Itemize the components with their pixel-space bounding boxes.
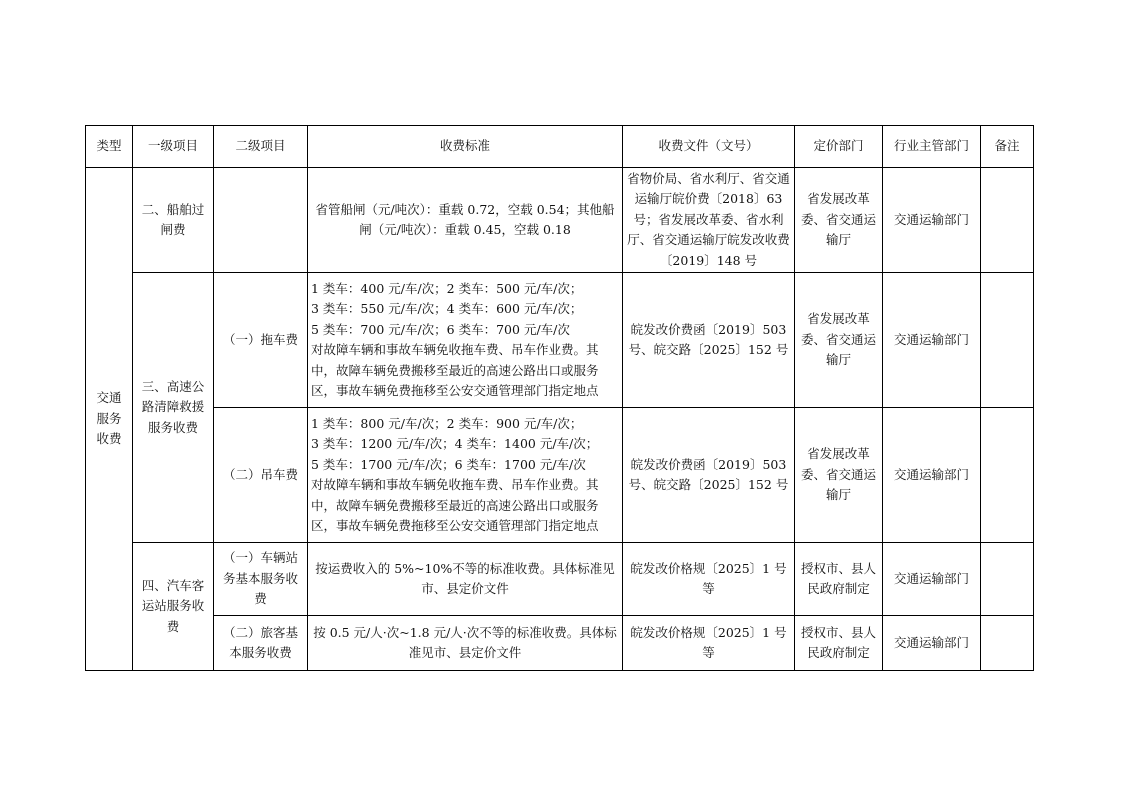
remarks-cell [981,273,1034,408]
standard-line: 1 类车：800 元/车/次；2 类车：900 元/车/次； [311,415,583,431]
level2-cell: （一）拖车费 [214,273,308,408]
level1-cell: 三、高速公路清障救援服务收费 [133,273,214,543]
type-cell: 交通服务收费 [86,168,133,671]
document-cell: 皖发改价费函〔2019〕503号、皖交路〔2025〕152 号 [623,408,795,543]
header-industry-dept: 行业主管部门 [883,126,981,168]
standard-cell: 按运费收入的 5%~10%不等的标准收费。具体标准见市、县定价文件 [308,543,623,616]
level2-cell: （一）车辆站务基本服务收费 [214,543,308,616]
standard-line: 对故障车辆和事故车辆免收拖车费、吊车作业费。其中，故障车辆免费搬移至最近的高速公路出口或服务区，事故车辆免费拖移至公安交通管理部门指定地点 [311,477,599,533]
table-row-passenger [86,616,1034,671]
table-row-vehicle-station [86,543,1034,616]
level2-cell: （二）旅客基本服务收费 [214,616,308,671]
level2-cell [214,168,308,273]
document-cell: 皖发改价格规〔2025〕1 号等 [623,543,795,616]
pricing-dept-cell: 授权市、县人民政府制定 [795,616,883,671]
standard-line: 3 类车：1200 元/车/次；4 类车：1400 元/车/次； [311,436,599,451]
standard-line: 5 类车：1700 元/车/次；6 类车：1700 元/车/次 [311,456,586,472]
level2-cell: （二）吊车费 [214,408,308,543]
industry-dept-cell: 交通运输部门 [883,408,981,543]
pricing-dept-cell: 省发展改革委、省交通运输厅 [795,168,883,273]
document-cell: 省物价局、省水利厅、省交通运输厅皖价费〔2018〕63号；省发展改革委、省水利厅、省交通运输厅皖发改收费〔2019〕148 号 [623,168,795,273]
header-row [86,126,1034,168]
industry-dept-cell: 交通运输部门 [883,616,981,671]
header-type: 类型 [86,126,133,168]
header-remarks: 备注 [981,126,1034,168]
table-row-ship-lock [86,168,1034,273]
standard-cell [308,273,623,408]
pricing-dept-cell: 省发展改革委、省交通运输厅 [795,408,883,543]
remarks-cell [981,543,1034,616]
level1-cell: 二、船舶过闸费 [133,168,214,273]
header-level1: 一级项目 [133,126,214,168]
level1-cell: 四、汽车客运站服务收费 [133,543,214,671]
header-level2: 二级项目 [214,126,308,168]
table-row-crane [86,408,1034,543]
remarks-cell [981,168,1034,273]
standard-line: 3 类车：550 元/车/次；4 类车：600 元/车/次； [311,301,583,316]
pricing-dept-cell: 省发展改革委、省交通运输厅 [795,273,883,408]
standard-cell: 按 0.5 元/人·次~1.8 元/人·次不等的标准收费。具体标准见市、县定价文件 [308,616,623,671]
document-cell: 皖发改价格规〔2025〕1 号等 [623,616,795,671]
header-pricing-dept: 定价部门 [795,126,883,168]
standard-cell: 省管船闸（元/吨次）：重载 0.72，空载 0.54；其他船闸（元/吨次）：重载 0.45，空载 0.18 [308,168,623,273]
table-row-towing [86,273,1034,408]
pricing-dept-cell: 授权市、县人民政府制定 [795,543,883,616]
standard-line: 1 类车：400 元/车/次；2 类车：500 元/车/次； [311,280,583,296]
standard-line: 5 类车：700 元/车/次；6 类车：700 元/车/次 [311,321,570,337]
standard-cell [308,408,623,543]
standard-line: 对故障车辆和事故车辆免收拖车费、吊车作业费。其中，故障车辆免费搬移至最近的高速公路出口或服务区，事故车辆免费拖移至公安交通管理部门指定地点 [311,342,599,398]
document-cell: 皖发改价费函〔2019〕503号、皖交路〔2025〕152 号 [623,273,795,408]
industry-dept-cell: 交通运输部门 [883,168,981,273]
header-document: 收费文件（文号） [623,126,795,168]
industry-dept-cell: 交通运输部门 [883,273,981,408]
remarks-cell [981,408,1034,543]
remarks-cell [981,616,1034,671]
industry-dept-cell: 交通运输部门 [883,543,981,616]
fee-table [85,125,1034,671]
header-standard: 收费标准 [308,126,623,168]
